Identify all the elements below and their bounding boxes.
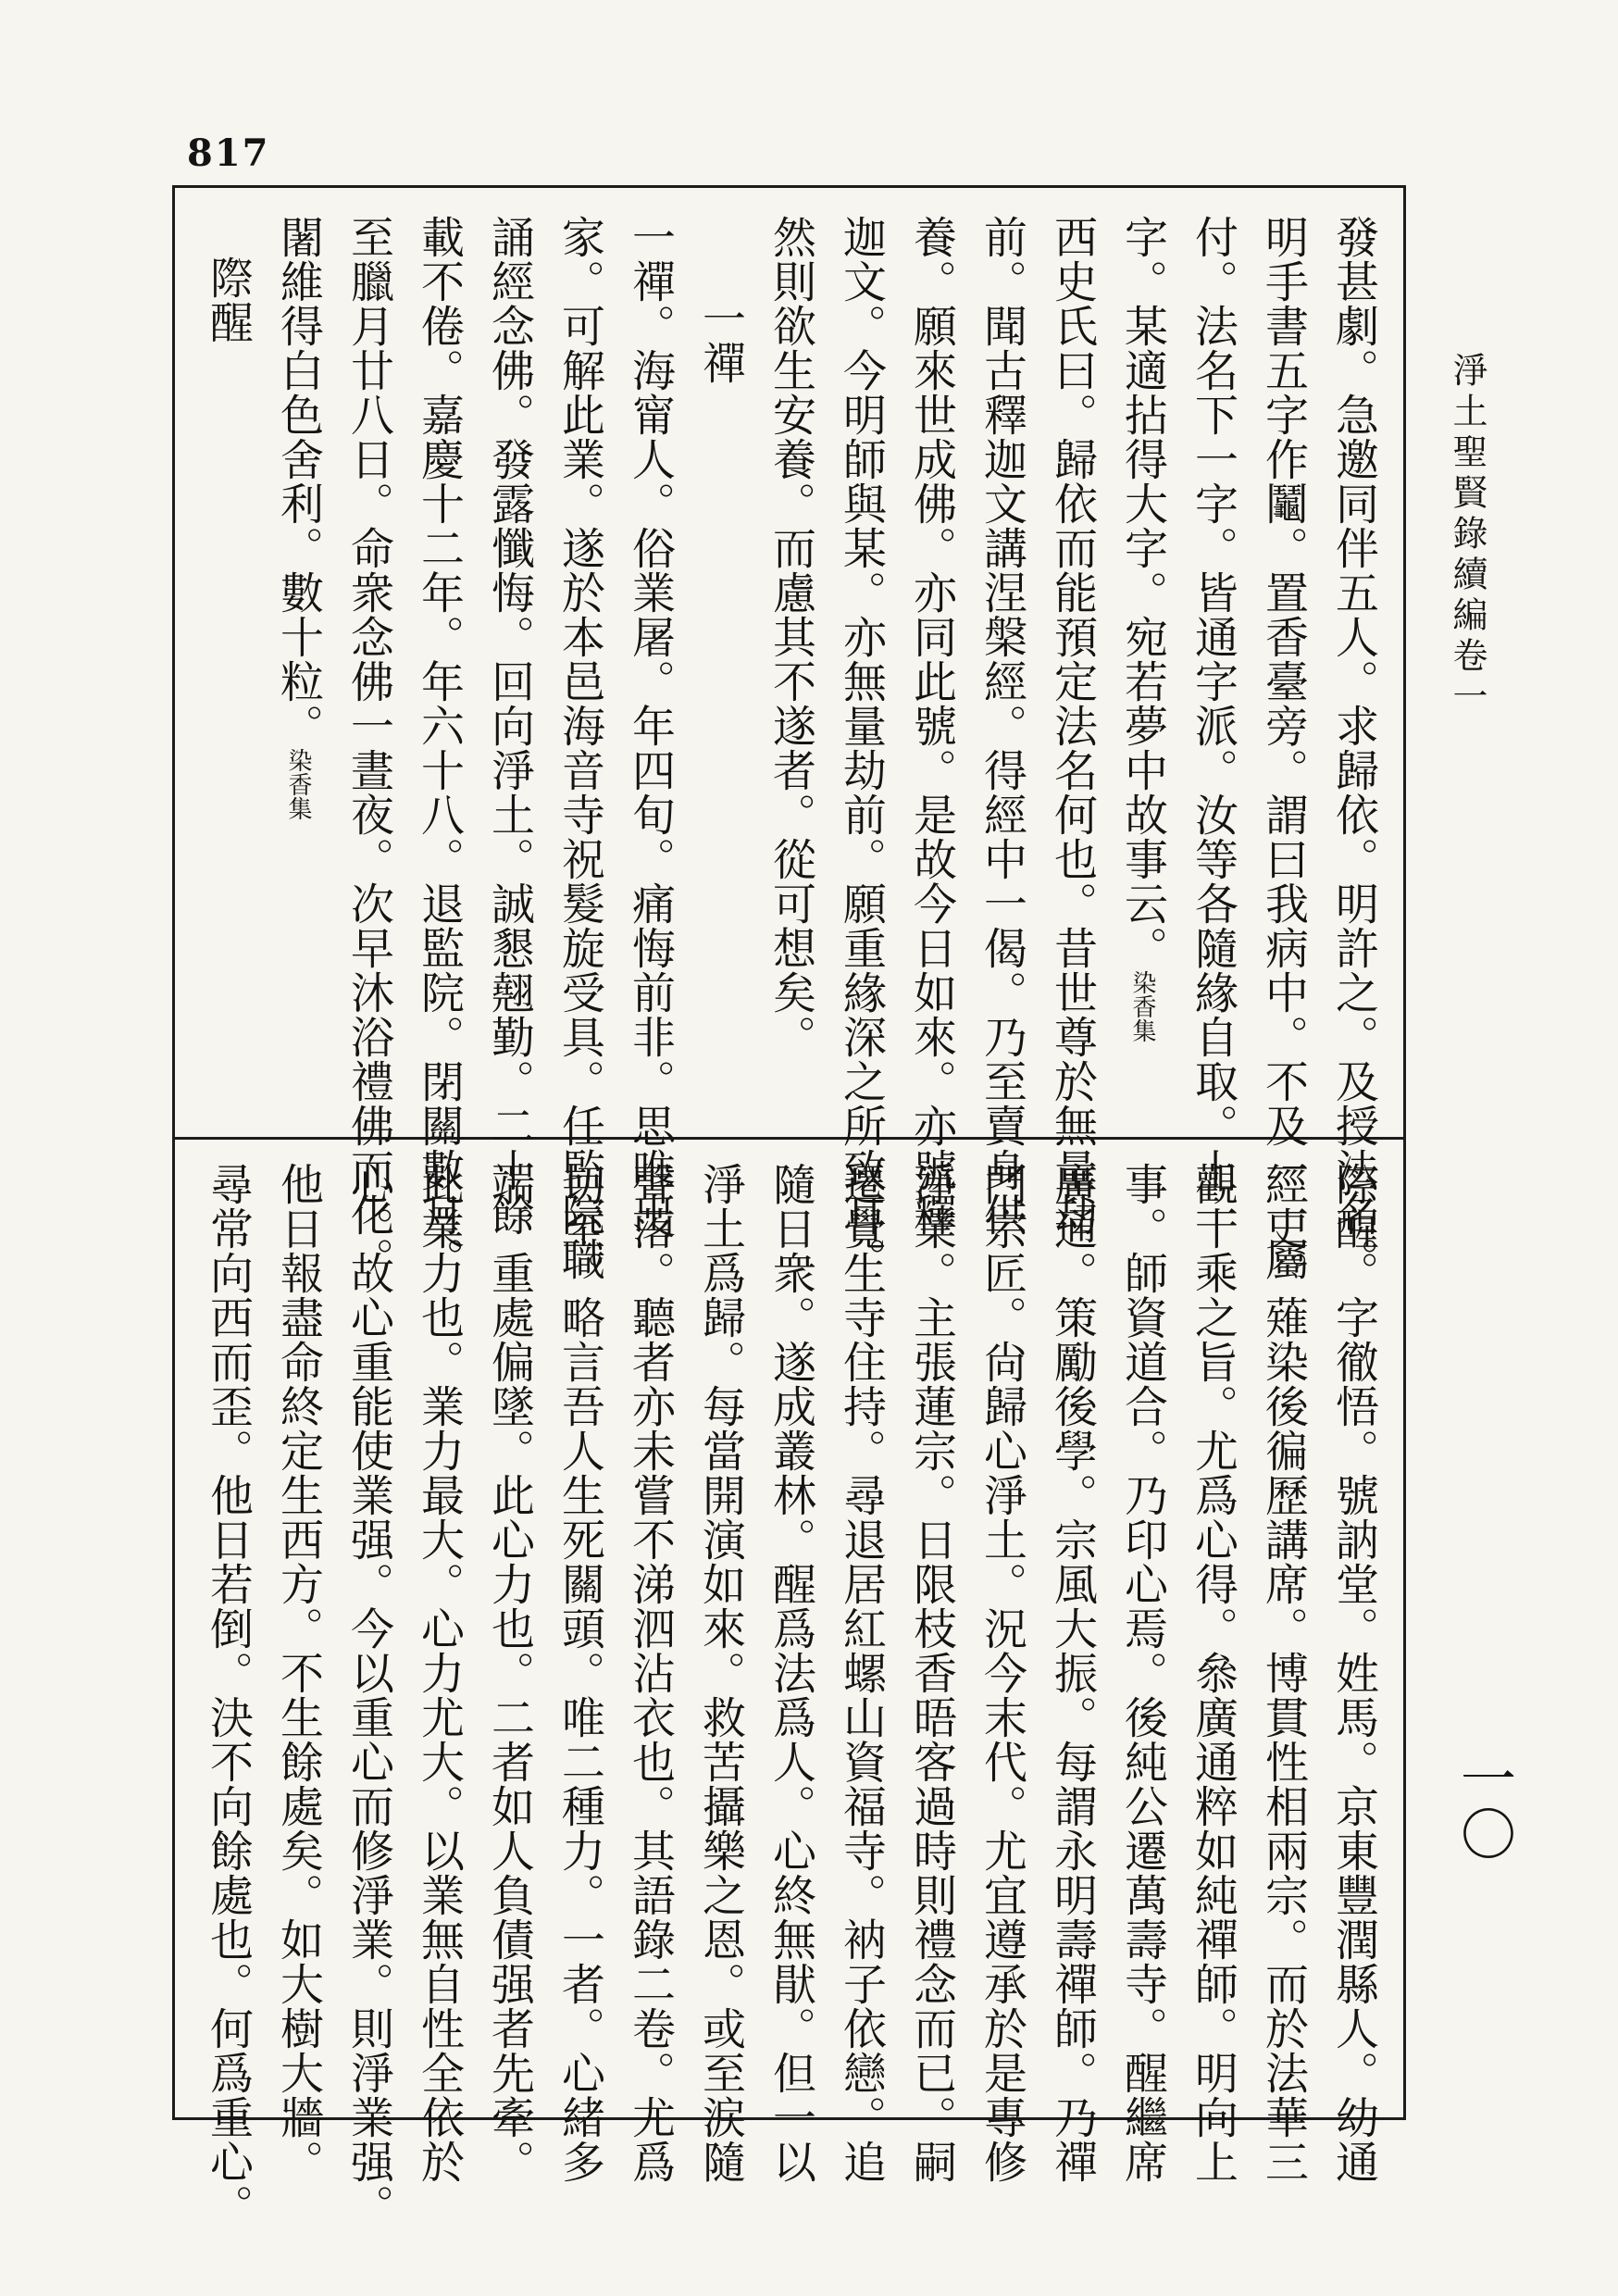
- text-column: 際醒。字徹悟。號訥堂。姓馬。京東豐潤縣人。幼通: [1328, 1162, 1379, 2184]
- text-column: 觀十乘之旨。尤爲心得。叅廣通粹如純禪師。明向上: [1188, 1162, 1238, 2184]
- text-column: 事。師資道合。乃印心焉。後純公遷萬壽寺。醒繼席: [1117, 1162, 1168, 2184]
- text-column-main: 字。某適拈得大字。宛若夢中故事云。: [1117, 215, 1168, 970]
- text-column: 誦經念佛。發露懺悔。回向淨土。誠懇翹勤。二十餘: [484, 215, 535, 1237]
- source-note: 染香集: [1128, 970, 1156, 1042]
- text-column: 尋常向西而歪。他日若倒。決不向餘處也。何爲重心。: [203, 1162, 254, 2228]
- text-column: 前。聞古釋迦文講涅槃經。得經中一偈。乃至賣身供: [977, 215, 1027, 1237]
- text-column: 遷覺生寺住持。尋退居紅螺山資福寺。衲子依戀。追: [836, 1162, 887, 2184]
- text-column: 家。可解此業。遂於本邑海音寺祝髮旋受具。任監院職: [554, 215, 605, 1281]
- text-column: 然則欲生安養。而慮其不遂者。從可想矣。: [765, 215, 816, 1059]
- upper-text-block: [193, 215, 1388, 1281]
- text-column: 付。法名下一字。皆通字派。汝等各隨緣自取。上一: [1188, 215, 1238, 1237]
- text-column: 廣通。策勵後學。宗風大振。每謂永明壽禪師。乃禪: [1047, 1162, 1098, 2184]
- source-note: 染香集: [284, 748, 312, 820]
- text-column: 淨業。主張蓮宗。日限枝香晤客過時則禮念而已。嗣: [906, 1162, 957, 2184]
- text-column: [1107, 215, 1177, 1122]
- text-column: 明手書五字作鬮。置香臺旁。謂曰我病中。不及一一屬: [1258, 215, 1309, 1281]
- text-column: 養。願來世成佛。亦同此號。是故今日如來。亦號釋: [906, 215, 957, 1237]
- running-head: 淨土聖賢錄續編卷一: [1447, 352, 1487, 718]
- text-column: 此業力也。業力最大。心力尤大。以業無自性全依於: [414, 1162, 465, 2184]
- text-column: 發甚劇。急邀同伴五人。求歸依。明許之。及授法名。: [1328, 215, 1379, 1281]
- text-column: 一禪。海甯人。俗業屠。年四旬。痛悔前非。思唯出: [625, 215, 676, 1237]
- page-number: 817: [187, 131, 270, 175]
- lower-text-block: [193, 1162, 1388, 2228]
- text-column: 聲落。聽者亦未嘗不涕泗沾衣也。其語錄二卷。尤爲: [625, 1162, 676, 2184]
- text-column: 他日報盡命終定生西方。不生餘處矣。如大樹大牆。: [273, 1162, 324, 2184]
- entry-heading: 際醒: [203, 256, 254, 344]
- text-column: 淨土爲歸。每當開演如來。救苦攝樂之恩。或至涙隨: [695, 1162, 746, 2184]
- text-column: 隨日衆。遂成叢林。醒爲法爲人。心終無猒。但一以: [765, 1162, 816, 2184]
- text-column: 心。故心重能使業强。今以重心而修淨業。則淨業强。: [343, 1162, 394, 2228]
- text-column-main: 闍維得白色舍利。數十粒。: [273, 215, 324, 748]
- text-column: 迦文。今明師與某。亦無量劫前。願重緣深之所致耳。: [836, 215, 887, 1281]
- text-column: 端。重處偏墜。此心力也。二者如人負債强者先牽。: [484, 1162, 535, 2184]
- text-column: 至臘月廿八日。命衆念佛一晝夜。次早沐浴禮佛而化。: [343, 215, 394, 1281]
- text-column: 載不倦。嘉慶十二年。年六十八。退監院。閉關數月。: [414, 215, 465, 1281]
- text-column: 經史。薙染後徧歷講席。博貫性相兩宗。而於法華三: [1258, 1162, 1309, 2184]
- text-column: 切至。略言吾人生死關頭。唯二種力。一者。心緒多: [554, 1162, 605, 2184]
- text-column: 門宗匠。尙歸心淨土。況今末代。尤宜遵承於是專修: [977, 1162, 1027, 2184]
- entry-heading: 一禪: [695, 296, 746, 385]
- text-column: [263, 215, 333, 1122]
- folio-number: 一〇: [1451, 1750, 1516, 1861]
- text-column: 西史氏曰。歸依而能預定法名何也。昔世尊於無量劫: [1047, 215, 1098, 1237]
